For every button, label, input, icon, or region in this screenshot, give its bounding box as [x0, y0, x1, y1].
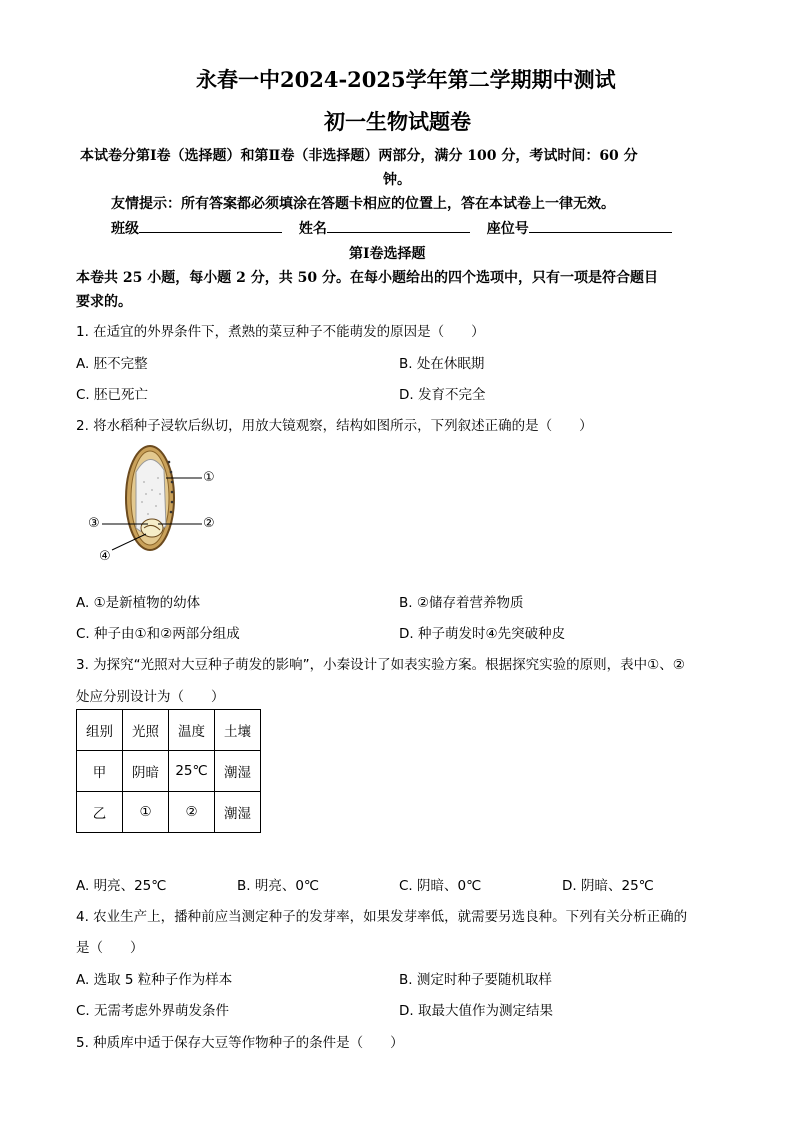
q3-option-a[interactable]: A. 明亮、25℃	[76, 878, 167, 894]
section-instr-1: 本卷共 25 小题，每小题 2 分，共 50 分。在每小题给出的四个选项中，只有一项是符合题目	[76, 270, 658, 286]
q4-option-a[interactable]: A. 选取 5 粒种子作为样本	[76, 972, 233, 988]
table-cell: 25℃	[169, 751, 215, 792]
q4-option-c[interactable]: C. 无需考虑外界萌发条件	[76, 1003, 230, 1019]
q4-stem-2: 是（ ）	[76, 940, 144, 956]
q3-stem-1: 3. 为探究“光照对大豆种子萌发的影响”，小秦设计了如表实验方案。根据探究实验的原则，表中①、②	[76, 657, 685, 673]
q2-option-d[interactable]: D. 种子萌发时④先突破种皮	[399, 626, 566, 642]
fig-label-4: ④	[99, 549, 111, 564]
seat-label: 座位号	[486, 221, 529, 237]
section-heading: 第Ⅰ卷选择题	[349, 246, 426, 262]
q3-stem-2: 处应分别设计为（ ）	[76, 689, 225, 705]
table-cell: ①	[123, 792, 169, 833]
table-cell: ②	[169, 792, 215, 833]
exam-subtitle: 初一生物试题卷	[324, 109, 471, 134]
q4-stem-1: 4. 农业生产上，播种前应当测定种子的发芽率，如果发芽率低，就需要另选良种。下列有关分析正确的	[76, 909, 688, 925]
table-row	[77, 710, 261, 751]
intro-line-1: 本试卷分第Ⅰ卷（选择题）和第Ⅱ卷（非选择题）两部分，满分 100 分，考试时间：60 分	[80, 148, 638, 164]
experiment-table	[76, 709, 261, 833]
table-cell: 组别	[77, 710, 123, 751]
q3-option-c[interactable]: C. 阴暗、0℃	[399, 878, 482, 894]
table-row	[77, 751, 261, 792]
section-instr-2: 要求的。	[76, 294, 132, 310]
q1-option-c[interactable]: C. 胚已死亡	[76, 387, 149, 403]
q1-option-d[interactable]: D. 发育不完全	[399, 387, 486, 403]
table-cell: 阴暗	[123, 751, 169, 792]
class-blank[interactable]	[139, 218, 282, 233]
q2-stem: 2. 将水稻种子浸软后纵切，用放大镜观察，结构如图所示，下列叙述正确的是（ ）	[76, 418, 593, 434]
q3-option-b[interactable]: B. 明亮、0℃	[237, 878, 320, 894]
table-cell: 乙	[77, 792, 123, 833]
seat-blank[interactable]	[529, 218, 672, 233]
table-cell: 潮湿	[215, 792, 261, 833]
table-cell: 光照	[123, 710, 169, 751]
q2-option-c[interactable]: C. 种子由①和②两部分组成	[76, 626, 240, 642]
q1-option-a[interactable]: A. 胚不完整	[76, 356, 148, 372]
table-cell: 土壤	[215, 710, 261, 751]
fig-label-2: ②	[203, 516, 215, 531]
q2-option-a[interactable]: A. ①是新植物的幼体	[76, 595, 201, 611]
q4-option-d[interactable]: D. 取最大值作为测定结果	[399, 1003, 553, 1019]
q2-option-b[interactable]: B. ②储存着营养物质	[399, 595, 524, 611]
exam-title: 永春一中2024-2025学年第二学期期中测试	[196, 67, 616, 92]
fig-label-3: ③	[88, 516, 100, 531]
table-row	[77, 792, 261, 833]
q3-option-d[interactable]: D. 阴暗、25℃	[562, 878, 654, 894]
info-row	[111, 218, 672, 238]
q1-option-b[interactable]: B. 处在休眠期	[399, 356, 485, 372]
table-cell: 甲	[77, 751, 123, 792]
q5-stem: 5. 种质库中适于保存大豆等作物种子的条件是（ ）	[76, 1035, 404, 1051]
table-cell: 温度	[169, 710, 215, 751]
fig-label-1: ①	[203, 470, 215, 485]
name-blank[interactable]	[327, 218, 470, 233]
q1-stem: 1. 在适宜的外界条件下，煮熟的菜豆种子不能萌发的原因是（ ）	[76, 324, 485, 340]
name-label: 姓名	[298, 221, 327, 237]
tip-text: 友情提示：所有答案都必须填涂在答题卡相应的位置上，答在本试卷上一律无效。	[111, 196, 615, 212]
q4-option-b[interactable]: B. 测定时种子要随机取样	[399, 972, 552, 988]
intro-line-2: 钟。	[383, 172, 411, 188]
table-cell: 潮湿	[215, 751, 261, 792]
class-label: 班级	[111, 221, 139, 237]
